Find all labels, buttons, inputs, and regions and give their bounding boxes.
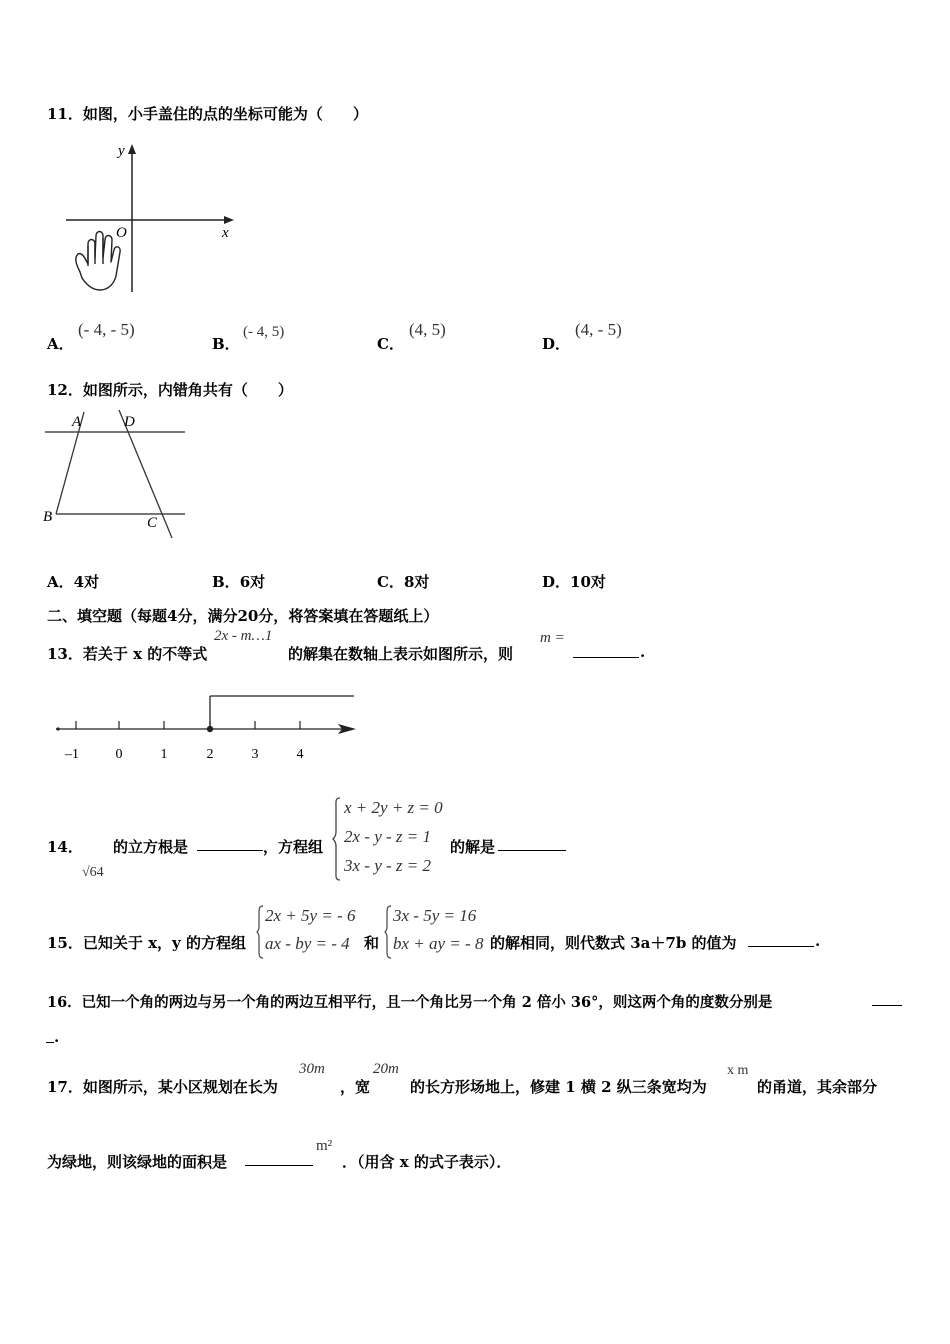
q11-option-d-letter[interactable]: D． [542, 335, 571, 353]
q16-end: . [54, 1028, 60, 1046]
q12-option-b[interactable]: B．6对 [212, 573, 266, 591]
origin-label: O [116, 225, 127, 241]
x-axis-label: x [222, 225, 229, 241]
q11-option-d-value: (4, - 5) [575, 320, 622, 339]
q15-brace-1 [256, 904, 264, 960]
q17-part3: 的长方形场地上，修建 1 横 2 纵三条宽均为 [410, 1078, 707, 1096]
q13-prefix: 13．若关于 x 的不等式 [47, 645, 208, 663]
q11-option-c-value: (4, 5) [409, 320, 446, 339]
tick-label: –1 [65, 747, 79, 762]
q11-option-a-value: (- 4, - 5) [78, 320, 135, 339]
q15-sys1-eq1: 2x + 5y = - 6 [265, 906, 356, 925]
q14-brace [332, 796, 342, 882]
q15-answer-blank[interactable] [748, 932, 814, 951]
q14-text1: 的立方根是 [113, 838, 189, 856]
q14-sqrt64: √64 [82, 865, 104, 880]
tick-label: 0 [115, 747, 123, 762]
q12-parallel-lines-figure [40, 408, 190, 543]
q17-length: 30m [299, 1061, 325, 1077]
tick-label: 3 [251, 747, 259, 762]
q15-suffix: 的解相同，则代数式 3a＋7b 的值为 [490, 934, 737, 952]
q15-end: . [815, 932, 821, 950]
q13-middle: 的解集在数轴上表示如图所示，则 [288, 645, 514, 663]
q11-option-c-letter[interactable]: C． [377, 335, 404, 353]
y-axis-label: y [118, 143, 125, 159]
q15-and: 和 [364, 934, 380, 952]
q11-option-b-value: (- 4, 5) [243, 324, 285, 340]
q13-end: . [640, 643, 646, 661]
label-d: D [124, 414, 135, 430]
q13-inequality: 2x - m…1 [214, 628, 273, 644]
q15-prefix: 15．已知关于 x，y 的方程组 [47, 934, 246, 952]
q16-line1: 16．已知一个角的两边与另一个角的两边互相平行，且一个角比另一个角 2 倍小 36°，则这两个角的度数分别是 [47, 994, 773, 1011]
hand-icon [76, 232, 120, 291]
q17-unit: m² [316, 1138, 333, 1154]
label-a: A [72, 414, 82, 430]
q16-answer-blank-2[interactable] [46, 1028, 54, 1047]
q17-line2a: 为绿地，则该绿地的面积是 [47, 1153, 228, 1171]
q14-blank-1[interactable] [197, 836, 263, 855]
q11-stem: 11．如图，小手盖住的点的坐标可能为（ ） [47, 105, 368, 123]
label-c: C [147, 515, 158, 531]
q11-option-b-letter[interactable]: B． [212, 335, 240, 353]
tick-label: 1 [160, 747, 168, 762]
q15-brace-2 [384, 904, 392, 960]
q15-sys2-eq1: 3x - 5y = 16 [393, 906, 477, 925]
q12-option-d[interactable]: D．10对 [542, 573, 606, 591]
tick-label: 4 [296, 747, 304, 762]
label-b: B [43, 509, 53, 525]
q17-line2b: ．（用含 x 的式子表示）． [342, 1153, 512, 1171]
q17-part1: 17．如图所示，某小区规划在长为 [47, 1078, 278, 1096]
tick-label: 2 [206, 747, 214, 762]
q12-stem: 12．如图所示，内错角共有（ ） [47, 381, 293, 399]
q14-number: 14． [47, 838, 83, 856]
q13-m-equals: m = [540, 630, 565, 646]
q15-sys2-eq2: bx + ay = - 8 [393, 934, 484, 953]
q11-coordinate-figure [60, 140, 250, 300]
section-2-heading: 二、填空题（每题4分，满分20分，将答案填在答题纸上） [47, 607, 439, 625]
q14-text2: ，方程组 [263, 838, 324, 856]
q17-part4: 的甬道，其余部分 [757, 1078, 878, 1096]
q17-width: 20m [373, 1061, 399, 1077]
q12-option-c[interactable]: C．8对 [377, 573, 430, 591]
q11-option-a-letter[interactable]: A． [47, 335, 74, 353]
q13-number-line [50, 688, 370, 768]
q14-text3: 的解是 [450, 838, 496, 856]
q12-option-a[interactable]: A．4对 [47, 573, 100, 591]
q13-answer-blank[interactable] [573, 643, 639, 662]
q17-part2: ，宽 [340, 1078, 371, 1096]
q14-blank-2[interactable] [498, 836, 566, 855]
q16-answer-blank-1[interactable] [872, 991, 902, 1010]
q17-answer-blank[interactable] [245, 1151, 313, 1170]
q14-eq2: 2x - y - z = 1 [344, 827, 432, 846]
q15-sys1-eq2: ax - by = - 4 [265, 934, 350, 953]
q17-x-m: x m [727, 1063, 749, 1078]
q14-eq1: x + 2y + z = 0 [344, 798, 443, 817]
q14-eq3: 3x - y - z = 2 [344, 856, 432, 875]
